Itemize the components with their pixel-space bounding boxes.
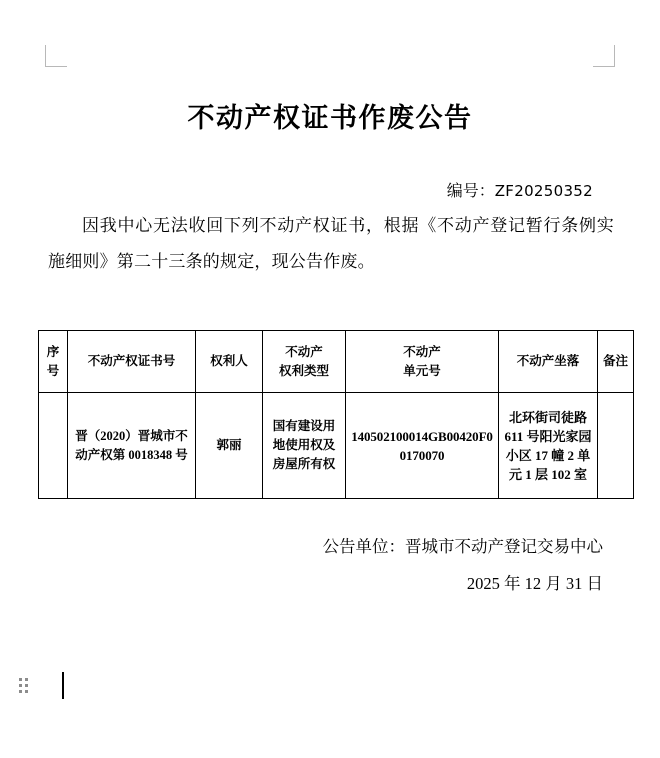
column-header-type-line2: 权利类型 xyxy=(278,363,329,378)
body-paragraph: 因我中心无法收回下列不动产权证书，根据《不动产登记暂行条例实施细则》第二十三条的规定，现公告作废。 xyxy=(48,216,614,271)
table-header-row xyxy=(39,331,634,393)
column-header-type-line1: 不动产 xyxy=(285,344,323,359)
margin-corner-mark-top-left xyxy=(45,45,67,67)
handle-dot xyxy=(19,678,22,681)
handle-dot xyxy=(25,684,28,687)
document-number xyxy=(447,178,593,201)
footer-issuing-org: 公告单位：晋城市不动产登记交易中心 xyxy=(322,537,603,556)
column-header-remark: 备注 xyxy=(598,331,634,393)
handle-dot xyxy=(25,678,28,681)
document-number-label: 编号： xyxy=(446,183,495,200)
column-header-unit-line2: 单元号 xyxy=(403,363,441,378)
handle-dot xyxy=(19,684,22,687)
column-header-location: 不动产坐落 xyxy=(499,331,598,393)
cell-index xyxy=(39,393,68,499)
column-header-cert-no: 不动产权证书号 xyxy=(68,331,196,393)
text-cursor-caret xyxy=(62,672,64,699)
drag-handle-icon[interactable] xyxy=(19,678,28,693)
column-header-type xyxy=(263,331,346,393)
cell-location: 北环街司徒路 611 号阳光家园小区 17 幢 2 单元 1 层 102 室 xyxy=(499,393,598,499)
page-title: 不动产权证书作废公告 xyxy=(187,103,473,133)
cell-type: 国有建设用地使用权及房屋所有权 xyxy=(263,393,346,499)
column-header-index-line2: 号 xyxy=(46,363,60,378)
margin-corner-mark-top-right xyxy=(593,45,615,67)
handle-dot xyxy=(25,690,28,693)
table-row xyxy=(39,393,634,499)
column-header-unit-line1: 不动产 xyxy=(403,344,441,359)
footer-date: 2025 年 12 月 31 日 xyxy=(466,574,603,593)
cell-cert-no: 晋（2020）晋城市不动产权第 0018348 号 xyxy=(68,393,196,499)
column-header-unit-no xyxy=(346,331,499,393)
column-header-index xyxy=(39,331,68,393)
cell-owner: 郭丽 xyxy=(196,393,263,499)
cell-unit-no: 140502100014GB00420F00170070 xyxy=(346,393,499,499)
column-header-index-line1: 序 xyxy=(46,344,60,359)
column-header-owner: 权利人 xyxy=(196,331,263,393)
cell-remark xyxy=(598,393,634,499)
certificate-table xyxy=(38,330,634,499)
document-number-value: ZF20250352 xyxy=(494,182,593,200)
handle-dot xyxy=(19,690,22,693)
